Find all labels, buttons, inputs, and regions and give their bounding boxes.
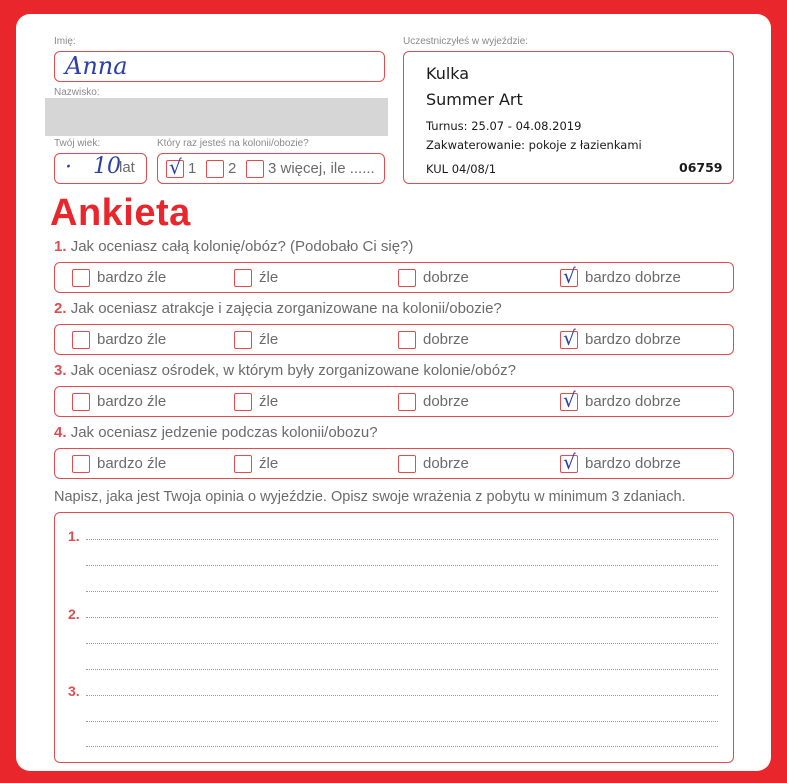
trip-code: KUL 04/08/1 <box>426 162 497 176</box>
opinion-number-3: 3. <box>68 683 80 699</box>
answer-option-label: dobrze <box>423 269 469 286</box>
answer-checkbox[interactable] <box>72 331 90 349</box>
nazwisko-label: Nazwisko: <box>54 87 100 98</box>
ktory-raz-opt2: 2 <box>228 160 237 177</box>
opinion-line[interactable] <box>86 746 718 747</box>
answer-checkbox[interactable] <box>234 331 252 349</box>
ktory-raz-checkbox-3[interactable] <box>246 160 264 178</box>
ktory-raz-opt3: 3 więcej, ile ...... <box>268 160 375 177</box>
answer-check-mark: √ <box>563 388 576 412</box>
answer-checkbox[interactable] <box>398 393 416 411</box>
answer-option-label: bardzo dobrze <box>585 455 681 472</box>
answer-checkbox[interactable] <box>398 455 416 473</box>
answer-option-label: źle <box>259 331 279 348</box>
imie-field[interactable] <box>54 51 385 82</box>
answer-checkbox[interactable] <box>234 393 252 411</box>
question-text: Jak oceniasz jedzenie podczas kolonii/obozu? <box>70 424 378 441</box>
question-4 <box>54 424 378 441</box>
question-2 <box>54 300 502 317</box>
opinion-line[interactable] <box>86 617 718 618</box>
opinion-box[interactable] <box>54 512 734 763</box>
opinion-number-2: 2. <box>68 606 80 622</box>
ktory-raz-opt1: 1 <box>188 160 197 177</box>
trip-zakwaterowanie: Zakwaterowanie: pokoje z łazienkami <box>426 138 642 152</box>
answer-option-label: dobrze <box>423 331 469 348</box>
question-text: Jak oceniasz atrakcje i zajęcia zorganizowane na kolonii/obozie? <box>70 300 502 317</box>
answer-checkbox[interactable] <box>398 331 416 349</box>
ktory-raz-checkbox-2[interactable] <box>206 160 224 178</box>
opinion-number-1: 1. <box>68 528 80 544</box>
imie-value: Anna <box>65 52 128 80</box>
trip-name-1: Kulka <box>426 64 470 83</box>
opinion-line[interactable] <box>86 591 718 592</box>
question-1 <box>54 238 413 255</box>
answer-option-label: dobrze <box>423 393 469 410</box>
answer-checkbox[interactable] <box>234 269 252 287</box>
answer-checkbox[interactable] <box>72 269 90 287</box>
answer-checkbox[interactable] <box>72 455 90 473</box>
answer-checkbox[interactable] <box>398 269 416 287</box>
ktory-raz-label: Który raz jesteś na kolonii/obozie? <box>157 138 309 149</box>
answer-option-label: bardzo źle <box>97 455 167 472</box>
imie-label: Imię: <box>54 36 76 47</box>
answer-option-label: bardzo dobrze <box>585 269 681 286</box>
trip-turnus: Turnus: 25.07 - 04.08.2019 <box>426 119 582 133</box>
wiek-scribble: · <box>65 155 70 180</box>
question-3 <box>54 362 516 379</box>
question-number: 2. <box>54 300 67 317</box>
answer-option-label: bardzo źle <box>97 331 167 348</box>
opinion-prompt: Napisz, jaka jest Twoja opinia o wyjeździe. Opisz swoje wrażenia z pobytu w minimum 3 zdaniach. <box>54 489 686 505</box>
answer-checkbox[interactable] <box>234 455 252 473</box>
nazwisko-redacted <box>45 98 388 136</box>
wiek-label: Twój wiek: <box>54 138 101 149</box>
question-number: 4. <box>54 424 67 441</box>
answer-option-label: źle <box>259 393 279 410</box>
question-number: 3. <box>54 362 67 379</box>
answer-option-label: bardzo dobrze <box>585 331 681 348</box>
answer-option-label: dobrze <box>423 455 469 472</box>
opinion-line[interactable] <box>86 669 718 670</box>
opinion-line[interactable] <box>86 721 718 722</box>
answer-checkbox[interactable] <box>72 393 90 411</box>
answer-check-mark: √ <box>563 326 576 350</box>
uczestniczyles-label: Uczestniczyłeś w wyjeździe: <box>403 36 529 47</box>
question-text: Jak oceniasz całą kolonię/obóz? (Podobało Ci się?) <box>70 238 414 255</box>
question-number: 1. <box>54 238 67 255</box>
opinion-line[interactable] <box>86 643 718 644</box>
answer-check-mark: √ <box>563 264 576 288</box>
opinion-line[interactable] <box>86 695 718 696</box>
answer-option-label: źle <box>259 269 279 286</box>
page-title: Ankieta <box>50 192 191 234</box>
trip-number: 06759 <box>679 160 723 175</box>
opinion-line[interactable] <box>86 539 718 540</box>
ktory-raz-field <box>157 153 385 184</box>
answer-option-label: bardzo źle <box>97 393 167 410</box>
question-text: Jak oceniasz ośrodek, w którym były zorganizowane kolonie/obóz? <box>70 362 516 379</box>
answer-option-label: źle <box>259 455 279 472</box>
answer-check-mark: √ <box>563 450 576 474</box>
ktory-raz-check: √ <box>169 155 182 179</box>
trip-name-2: Summer Art <box>426 90 523 109</box>
wiek-field[interactable] <box>54 153 147 184</box>
answer-option-label: bardzo źle <box>97 269 167 286</box>
trip-info-box <box>403 51 734 184</box>
answer-option-label: bardzo dobrze <box>585 393 681 410</box>
wiek-value: 10 <box>93 154 121 179</box>
wiek-unit: lat <box>119 159 135 176</box>
opinion-line[interactable] <box>86 565 718 566</box>
